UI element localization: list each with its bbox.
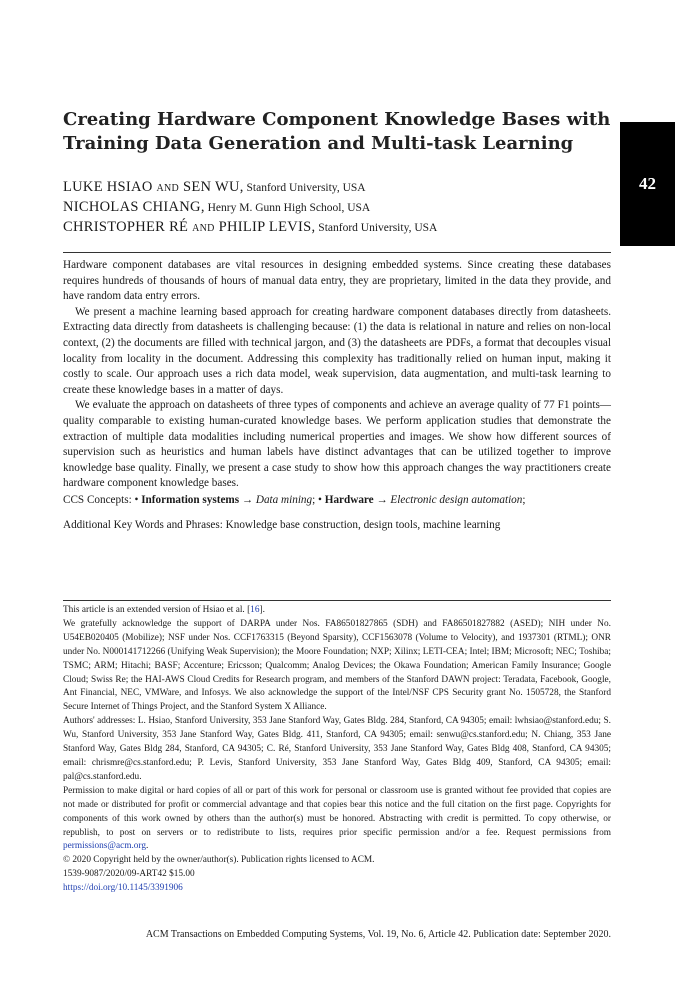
- author-addresses: Authors' addresses: L. Hsiao, Stanford University, 353 Jane Stanford Way, Gates Bldg. 284, Stanford, CA 94305; email: lwhsiao@stanford.edu; S. Wu, Stanford University, 353 Jane Stanford Way, Gates Bldg. 411, Stanford, CA 94305; email: senwu@cs.stanford.edu; N. Chiang, 353 Jane Stanford Way, Gates Bldg 284, Stanford, CA 94305; C. Ré, Stanford University, 353 Jane Stanford Way, Gates Bldg 408, Stanford, CA 94305; email: chrismre@cs.stanford.edu; P. Levis, Stanford University, 353 Jane Stanford Way, Gates Bldg 409, Stanford, CA 94305; email: pal@cs.stanford.edu.: [63, 716, 611, 782]
- citation-link[interactable]: 16: [250, 605, 260, 615]
- abstract: [63, 258, 611, 492]
- paper-title: [63, 108, 611, 156]
- author-names: CHRISTOPHER RÉ and PHILIP LEVIS,: [63, 219, 316, 235]
- doi-link[interactable]: https://doi.org/10.1145/3391906: [63, 883, 183, 894]
- issn-line: 1539-9087/2020/09-ART42 $15.00: [63, 869, 195, 880]
- article-number: 42: [639, 174, 656, 193]
- author-line: [63, 198, 623, 218]
- ccs-concept-2: Hardware: [324, 494, 374, 506]
- footnotes: [63, 604, 611, 896]
- ccs-arrow: →: [373, 494, 391, 506]
- journal-footer: ACM Transactions on Embedded Computing Systems, Vol. 19, No. 6, Article 42. Publication date: September 2020.: [145, 929, 611, 940]
- title-line-2: Training Data Generation and Multi-task Learning: [63, 133, 574, 154]
- ccs-subconcept-1: Data mining: [255, 494, 313, 506]
- doi-link-line: [63, 882, 611, 896]
- footnote-divider: [63, 600, 611, 601]
- keywords: Additional Key Words and Phrases: Knowledge base construction, design tools, machine learning: [63, 519, 501, 531]
- ccs-end: ;: [522, 494, 526, 506]
- ccs-prefix: CCS Concepts: •: [63, 494, 142, 506]
- ccs-subconcept-2: Electronic design automation: [390, 494, 523, 506]
- ccs-separator: ; •: [312, 494, 325, 506]
- title-line-1: Creating Hardware Component Knowledge Bases with: [63, 109, 611, 130]
- funding-note: We gratefully acknowledge the support of DARPA under Nos. FA86501827865 (SDH) and FA86501827882 (ASED); NIH under No. U54EB020405 (Mobilize); NSF under Nos. CCF1763315 (Beyond Sparsity), CCF1563078 (Volume to Velocity), and 1937301 (RTML); ONR under No. N000141712266 (Unifying Weak Supervision); the Moore Foundation; NXP; Xilinx; LETI-CEA; Intel; IBM; Microsoft; NEC; Toshiba; TSMC; ARM; Hitachi; BASF; Accenture; Ericsson; Qualcomm; Analog Devices; the Okawa Foundation; American Family Insurance; Google Cloud; Swiss Re; the HAI-AWS Cloud Credits for Research program, and members of the Stanford DAWN project: Teradata, Facebook, Google, Ant Financial, NEC, VMWare, and Infosys. We also acknowledge the support of the Intel/NSF CPS Security grant No. 1505728, the Stanford Secure Internet of Things Project, and the Stanford System X Alliance.: [63, 618, 611, 713]
- abstract-divider: [63, 252, 611, 253]
- permissions-email-link[interactable]: permissions@acm.org: [63, 841, 147, 852]
- author-names: LUKE HSIAO and SEN WU,: [63, 179, 244, 195]
- note-text: ].: [259, 605, 265, 615]
- abstract-paragraph: We evaluate the approach on datasheets of three types of components and achieve an average quality of 77 F1 points—quality comparable to existing human-curated knowledge bases. We perform application studies that demonstrate the extraction of multiple data modalities including numerical properties and images. We show how different sources of supervision such as heuristics and human labels have distinct advantages that can be utilized together to improve knowledge base quality. Finally, we present a case study to show how this approach changes the way practitioners create hardware component knowledge bases.: [63, 399, 611, 490]
- note-text: Permission to make digital or hard copies of all or part of this work for personal or classroom use is granted without fee provided that copies are not made or distributed for profit or commercial advantage and that copies bear this notice and the full citation on the first page. Copyrights for components of this work owned by others than the author(s) must be honored. Abstracting with credit is permitted. To copy otherwise, or republish, to post on servers or to redistribute to lists, requires prior specific permission and/or a fee. Request permissions from: [63, 785, 611, 838]
- author-list: [63, 178, 623, 238]
- ccs-concepts: [63, 493, 623, 508]
- author-names: NICHOLAS CHIANG,: [63, 199, 205, 215]
- author-affiliation: Stanford University, USA: [315, 222, 438, 234]
- author-affiliation: Henry M. Gunn High School, USA: [204, 202, 371, 214]
- copyright-line: © 2020 Copyright held by the owner/author(s). Publication rights licensed to ACM.: [63, 855, 375, 866]
- author-line: [63, 218, 623, 238]
- abstract-paragraph: Hardware component databases are vital resources in designing embedded systems. Since creating these databases requires hundreds of thousands of hours of manual data entry, they are proprietary, limited in the data they provide, and have random data entry errors.: [63, 259, 611, 303]
- note-text: This article is an extended version of Hsiao et al. [: [63, 605, 251, 615]
- ccs-arrow: →: [239, 494, 256, 506]
- ccs-concept-1: Information systems: [141, 494, 240, 506]
- article-number-tab: [620, 122, 675, 246]
- extended-version-note: [63, 604, 611, 618]
- permission-note: [63, 785, 611, 855]
- abstract-paragraph: We present a machine learning based approach for creating hardware component databases directly from datasheets. Extracting data directly from datasheets is challenging because: (1) the data is relational in nature and relies on non-local context, (2) the documents are filled with technical jargon, and (3) the datasheets are PDFs, a format that decouples visual locality from locality in the document. Addressing this complexity has traditionally relied on human input, making it costly to scale. Our approach uses a rich data model, weak supervision, data augmentation, and multi-task learning to create these knowledge bases in a matter of days.: [63, 305, 611, 396]
- author-line: [63, 178, 623, 198]
- author-affiliation: Stanford University, USA: [243, 182, 366, 194]
- note-text: .: [146, 841, 149, 852]
